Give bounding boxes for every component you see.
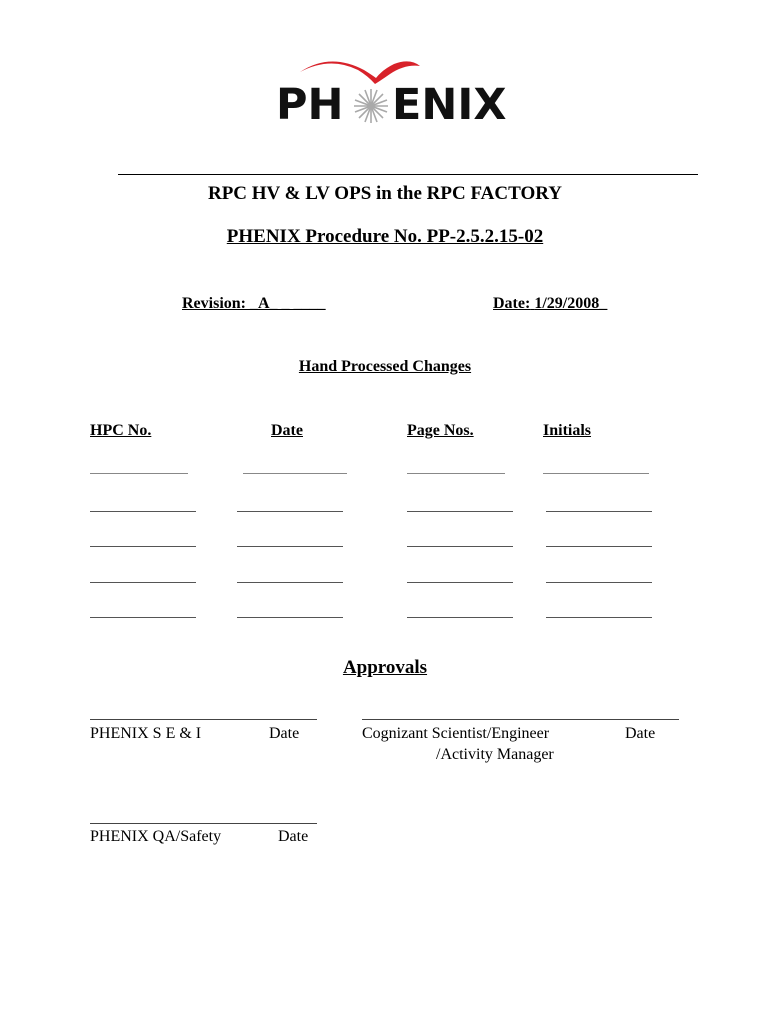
sig-date-cognizant: Date bbox=[625, 725, 656, 742]
sig-date-qa-safety: Date bbox=[278, 828, 309, 845]
revision-line bbox=[182, 294, 326, 314]
blank-line[interactable] bbox=[90, 546, 196, 547]
blank-line[interactable] bbox=[407, 582, 513, 583]
hpc-heading: Hand Processed Changes bbox=[298, 358, 472, 375]
logo-text-left: PH bbox=[276, 80, 344, 130]
date-label: Date: bbox=[493, 295, 531, 312]
logo-text-right: ENIX bbox=[392, 80, 507, 130]
blank-line[interactable] bbox=[237, 511, 343, 512]
blank-line[interactable] bbox=[407, 511, 513, 512]
blank-line[interactable] bbox=[90, 511, 196, 512]
blank-line[interactable] bbox=[90, 473, 188, 474]
col-header-initials: Initials bbox=[543, 422, 592, 439]
phenix-logo bbox=[270, 48, 507, 140]
blank-line[interactable] bbox=[90, 582, 196, 583]
sig-label-cognizant-line1: Cognizant Scientist/Engineer bbox=[362, 725, 550, 742]
header-rule bbox=[118, 174, 698, 175]
date-line bbox=[493, 294, 607, 314]
blank-line[interactable] bbox=[237, 617, 343, 618]
blank-line[interactable] bbox=[543, 473, 649, 474]
starburst-icon bbox=[354, 89, 388, 123]
signature-line-qa-safety[interactable] bbox=[90, 823, 317, 824]
procedure-number: PHENIX Procedure No. PP-2.5.2.15-02 bbox=[226, 226, 544, 247]
blank-line[interactable] bbox=[237, 582, 343, 583]
signature-line-cognizant[interactable] bbox=[362, 719, 679, 720]
signature-line-se-i[interactable] bbox=[90, 719, 317, 720]
sig-label-se-i: PHENIX S E & I bbox=[90, 725, 202, 742]
blank-line[interactable] bbox=[546, 511, 652, 512]
date-value: 1/29/2008_ bbox=[534, 295, 608, 312]
blank-line[interactable] bbox=[407, 473, 505, 474]
blank-line[interactable] bbox=[90, 617, 196, 618]
sig-label-qa-safety: PHENIX QA/Safety bbox=[90, 828, 222, 845]
col-header-date: Date bbox=[271, 422, 303, 439]
blank-line[interactable] bbox=[237, 546, 343, 547]
blank-line[interactable] bbox=[546, 546, 652, 547]
blank-line[interactable] bbox=[546, 617, 652, 618]
col-header-page-nos: Page Nos. bbox=[407, 422, 474, 439]
document-title: RPC HV & LV OPS in the RPC FACTORY bbox=[207, 183, 563, 204]
blank-line[interactable] bbox=[243, 473, 347, 474]
revision-label: Revision: bbox=[182, 295, 246, 312]
revision-value: _A_ _ ____ bbox=[250, 295, 326, 312]
blank-line[interactable] bbox=[546, 582, 652, 583]
col-header-hpc-no: HPC No. bbox=[90, 422, 152, 439]
approvals-heading: Approvals bbox=[342, 657, 428, 678]
blank-line[interactable] bbox=[407, 546, 513, 547]
sig-label-cognizant-line2: /Activity Manager bbox=[436, 746, 554, 763]
blank-line[interactable] bbox=[407, 617, 513, 618]
sig-date-se-i: Date bbox=[269, 725, 300, 742]
